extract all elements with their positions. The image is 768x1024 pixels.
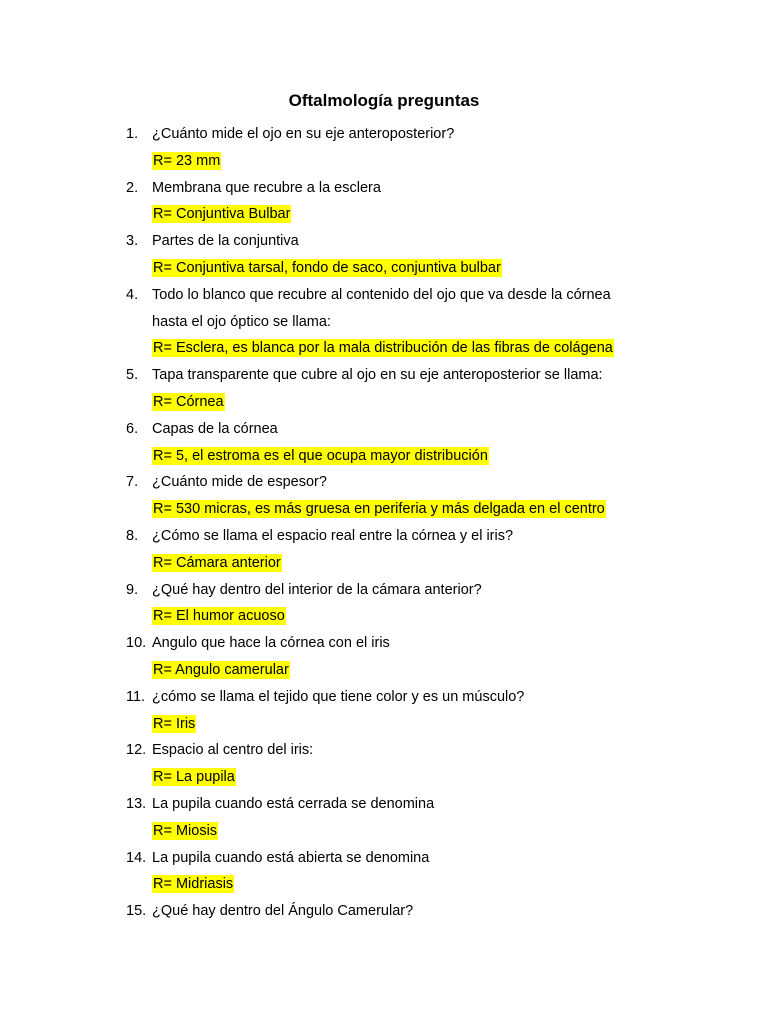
answer-text: R= Conjuntiva tarsal, fondo de saco, conjuntiva bulbar (153, 259, 501, 276)
list-item (126, 228, 646, 282)
answer-text: R= Iris (153, 715, 196, 732)
question-number: 11. (126, 688, 146, 705)
list-item (126, 737, 646, 791)
answer-text: R= Conjuntiva Bulbar (153, 206, 291, 223)
list-item (126, 684, 646, 738)
question-list (126, 121, 646, 925)
question-number: 8. (126, 527, 139, 544)
answer-line (152, 496, 646, 523)
question-number: 6. (126, 420, 139, 437)
question-text: Tapa transparente que cubre al ojo en su eje anteroposterior se llama: (152, 367, 603, 384)
answer-text: R= Angulo camerular (153, 661, 289, 678)
list-item (126, 845, 646, 899)
answer-text: R= Esclera, es blanca por la mala distribución de las fibras de colágena (153, 340, 613, 357)
answer-line (152, 603, 646, 630)
list-item (126, 791, 646, 845)
answer-line (152, 255, 646, 282)
question-number: 14. (126, 849, 147, 866)
list-item (126, 577, 646, 631)
question-text: Membrana que recubre a la esclera (152, 179, 381, 196)
list-item (126, 175, 646, 229)
question-text: Angulo que hace la córnea con el iris (152, 635, 390, 652)
list-item (126, 898, 646, 925)
list-item (126, 630, 646, 684)
list-item (126, 416, 646, 470)
list-item (126, 282, 646, 362)
answer-line (152, 657, 646, 684)
answer-line (152, 201, 646, 228)
question-number: 13. (126, 795, 147, 812)
answer-text: R= Midriasis (153, 876, 234, 893)
question-text: ¿Cómo se llama el espacio real entre la córnea y el iris? (152, 527, 514, 544)
answer-line (152, 443, 646, 470)
answer-text: R= La pupila (153, 769, 235, 786)
question-text: Todo lo blanco que recubre al contenido del ojo que va desde la córnea hasta el ojo óptico se llama: (152, 286, 611, 330)
question-text: Capas de la córnea (152, 420, 278, 437)
answer-text: R= Miosis (153, 822, 218, 839)
answer-line (152, 764, 646, 791)
answer-text: R= Cámara anterior (153, 554, 281, 571)
answer-line (152, 335, 646, 362)
answer-line (152, 148, 646, 175)
question-text: ¿Cuánto mide el ojo en su eje anteroposterior? (152, 126, 455, 142)
question-number: 3. (126, 233, 139, 250)
question-text: ¿Qué hay dentro del interior de la cámara anterior? (152, 581, 482, 598)
answer-line (152, 871, 646, 898)
question-text: La pupila cuando está abierta se denomina (152, 849, 430, 866)
list-item (126, 121, 646, 175)
question-text: ¿Qué hay dentro del Ángulo Camerular? (152, 903, 414, 920)
question-number: 15. (126, 903, 147, 920)
page-title: Oftalmología preguntas (288, 91, 480, 110)
question-number: 5. (126, 367, 139, 384)
question-text: La pupila cuando está cerrada se denomina (152, 795, 435, 812)
answer-text: R= 5, el estroma es el que ocupa mayor distribución (153, 447, 488, 464)
answer-line (152, 818, 646, 845)
answer-line (152, 550, 646, 577)
answer-text: R= 530 micras, es más gruesa en periferia y más delgada en el centro (153, 501, 605, 518)
question-text: ¿cómo se llama el tejido que tiene color y es un músculo? (152, 688, 525, 705)
question-number: 4. (126, 286, 139, 303)
question-text: Partes de la conjuntiva (152, 233, 299, 250)
question-number: 7. (126, 474, 139, 491)
question-number: 12. (126, 742, 147, 759)
answer-line (152, 389, 646, 416)
list-item (126, 523, 646, 577)
question-number: 9. (126, 581, 139, 598)
list-item (126, 362, 646, 416)
question-text: ¿Cuánto mide de espesor? (152, 474, 327, 491)
answer-text: R= El humor acuoso (153, 608, 285, 625)
question-text: Espacio al centro del iris: (152, 742, 314, 759)
answer-text: R= Córnea (153, 393, 224, 410)
answer-line (152, 711, 646, 738)
question-number: 2. (126, 179, 139, 196)
list-item (126, 469, 646, 523)
question-number: 10. (126, 635, 147, 652)
answer-text: R= 23 mm (153, 152, 221, 169)
question-number: 1. (126, 126, 139, 142)
